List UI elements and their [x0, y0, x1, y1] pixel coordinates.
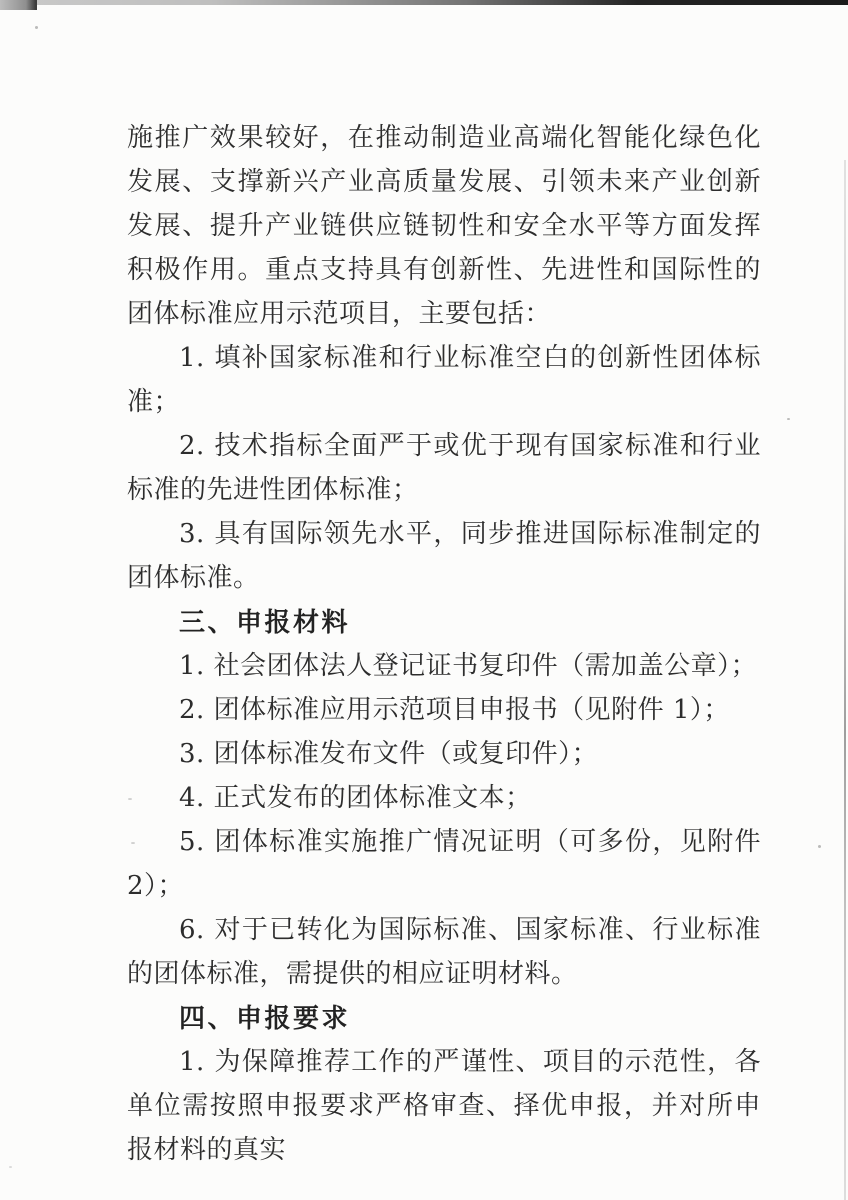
text-paragraph: 6. 对于已转化为国际标准、国家标准、行业标准的团体标准，需提供的相应证明材料。 — [127, 915, 761, 989]
scan-top-edge-artifact — [0, 0, 848, 5]
section-heading: 四、申报要求 — [179, 1003, 351, 1033]
text-paragraph: 施推广效果较好，在推动制造业高端化智能化绿色化发展、支撑新兴产业高质量发展、引领未来产业创新发展、提升产业链供应链韧性和安全水平等方面发挥积极作用。重点支持具有创新性、先进性和国际性的团体标准应用示范项目，主要包括： — [127, 123, 761, 329]
scan-speck — [787, 418, 790, 420]
section-heading: 三、申报材料 — [179, 607, 351, 637]
text-paragraph: 1. 填补国家标准和行业标准空白的创新性团体标准； — [127, 343, 761, 417]
scan-right-edge-artifact — [844, 160, 846, 1200]
text-paragraph: 2. 技术指标全面严于或优于现有国家标准和行业标准的先进性团体标准； — [127, 431, 761, 505]
scan-speck — [818, 845, 821, 848]
scan-speck — [35, 26, 38, 29]
text-paragraph: 1. 社会团体法人登记证书复印件（需加盖公章）； — [179, 651, 758, 681]
text-paragraph: 2. 团体标准应用示范项目申报书（见附件 1）； — [179, 695, 730, 725]
text-paragraph: 1. 为保障推荐工作的严谨性、项目的示范性，各单位需按照申报要求严格审查、择优申报，并对所申报材料的真实 — [127, 1047, 761, 1165]
document-text — [127, 116, 761, 1172]
text-paragraph: 3. 具有国际领先水平，同步推进国际标准制定的团体标准。 — [127, 519, 761, 593]
scan-speck — [9, 1166, 12, 1168]
text-paragraph: 4. 正式发布的团体标准文本； — [179, 783, 532, 813]
text-paragraph: 5. 团体标准实施推广情况证明（可多份，见附件 2）； — [127, 827, 761, 901]
text-paragraph: 3. 团体标准发布文件（或复印件）； — [179, 739, 599, 769]
scan-corner-artifact — [0, 0, 37, 10]
